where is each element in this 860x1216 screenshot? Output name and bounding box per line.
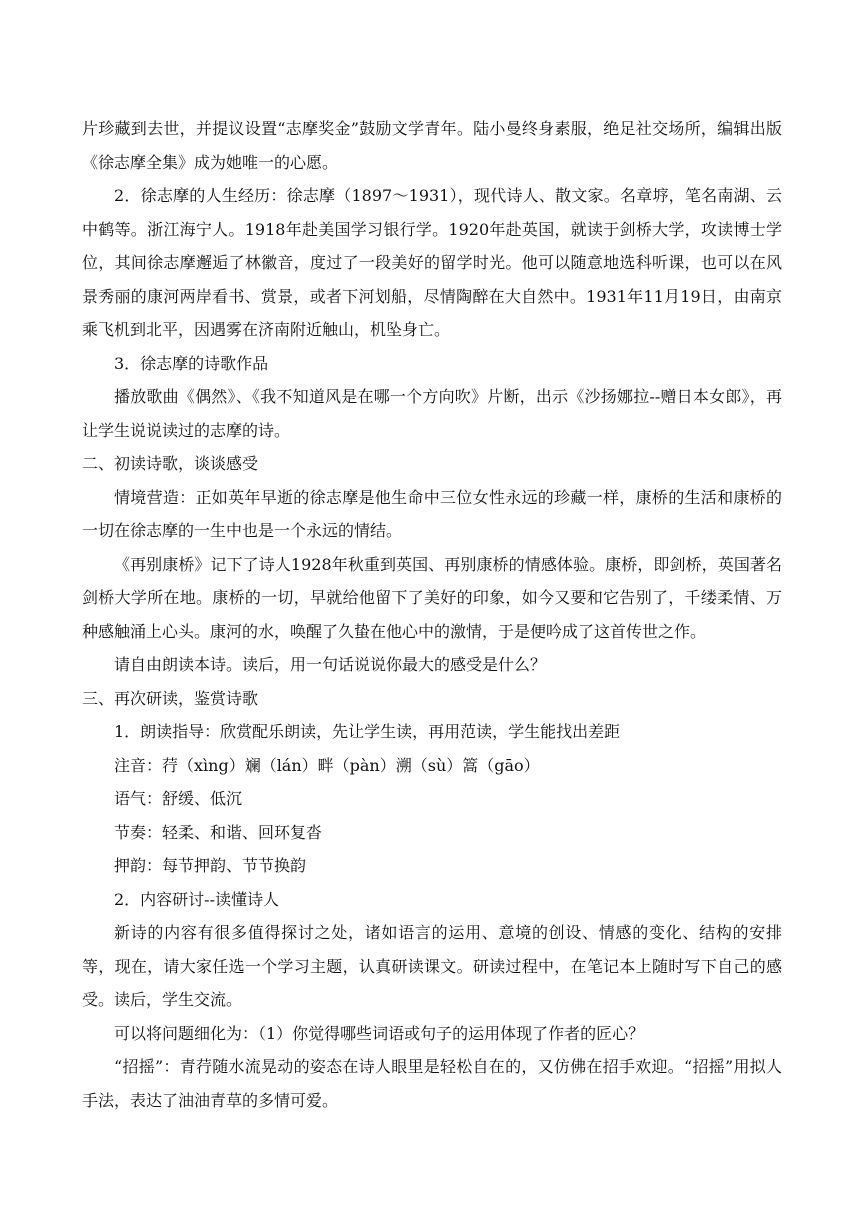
paragraph: “招摇”：青荇随水流晃动的姿态在诗人眼里是轻松自在的，又仿佛在招手欢迎。“招摇”用拟人手法，表达了油油青草的多情可爱。 [82,1057,782,1110]
paragraph: 播放歌曲《偶然》、《我不知道风是在哪一个方向吹》片断，出示《沙扬娜拉--赠日本女郎》，再让学生说说读过的志摩的诗。 [82,387,782,440]
paragraph: 可以将问题细化为：（1）你觉得哪些词语或句子的运用体现了作者的匠心？ [114,1023,645,1043]
section-heading: 三、再次研读，鉴赏诗歌 [82,688,259,708]
paragraph: 情境营造：正如英年早逝的徐志摩是他生命中三位女性永远的珍藏一样，康桥的生活和康桥的一切在徐志摩的一生中也是一个永远的情结。 [82,487,782,540]
paragraph: 注音：荇（xìng）斓（lán）畔（pàn）溯（sù）篙（gāo） [114,755,540,775]
document-body [82,112,782,1117]
paragraph: 押韵：每节押韵、节节换韵 [114,856,307,875]
paragraph: 片珍藏到去世，并提议设置“志摩奖金”鼓励文学青年。陆小曼终身素服，绝足社交场所，编辑出版《徐志摩全集》成为她唯一的心愿。 [82,119,782,172]
paragraph: 节奏：轻柔、和谐、回环复沓 [114,822,323,842]
paragraph: 1．朗读指导：欣赏配乐朗读，先让学生读，再用范读，学生能找出差距 [114,722,621,741]
section-heading: 二、初读诗歌，谈谈感受 [82,454,259,473]
paragraph: 2．内容研讨--读懂诗人 [114,889,279,909]
paragraph: 3．徐志摩的诗歌作品 [114,353,269,373]
paragraph: 《再别康桥》记下了诗人1928年秋重到英国、再别康桥的情感体验。康桥，即剑桥，英国著名剑桥大学所在地。康桥的一切，早就给他留下了美好的印象，如今又要和它告别了，千缕柔情、万种感触涌上心头。康河的水，唤醒了久蛰在他心中的激情，于是便吟成了这首传世之作。 [82,554,782,641]
paragraph: 2．徐志摩的人生经历：徐志摩（1897～1931），现代诗人、散文家。名章垿，笔名南湖、云中鹤等。浙江海宁人。1918年赴美国学习银行学。1920年赴英国，就读于剑桥大学，攻读博士学位，其间徐志摩邂逅了林徽音，度过了一段美好的留学时光。他可以随意地选科听课，也可以在风景秀丽的康河两岸看书、赏景，或者下河划船，尽情陶醉在大自然中。1931年11月19日，由南京乘飞机到北平，因遇雾在济南附近触山，机坠身亡。 [82,186,782,339]
paragraph: 请自由朗读本诗。读后，用一句话说说你最大的感受是什么？ [114,655,547,674]
paragraph: 语气：舒缓、低沉 [114,789,243,808]
paragraph: 新诗的内容有很多值得探讨之处，诸如语言的运用、意境的创设、情感的变化、结构的安排等，现在，请大家任选一个学习主题，认真研读课文。研读过程中，在笔记本上随时写下自己的感受。读后，学生交流。 [82,923,782,1009]
